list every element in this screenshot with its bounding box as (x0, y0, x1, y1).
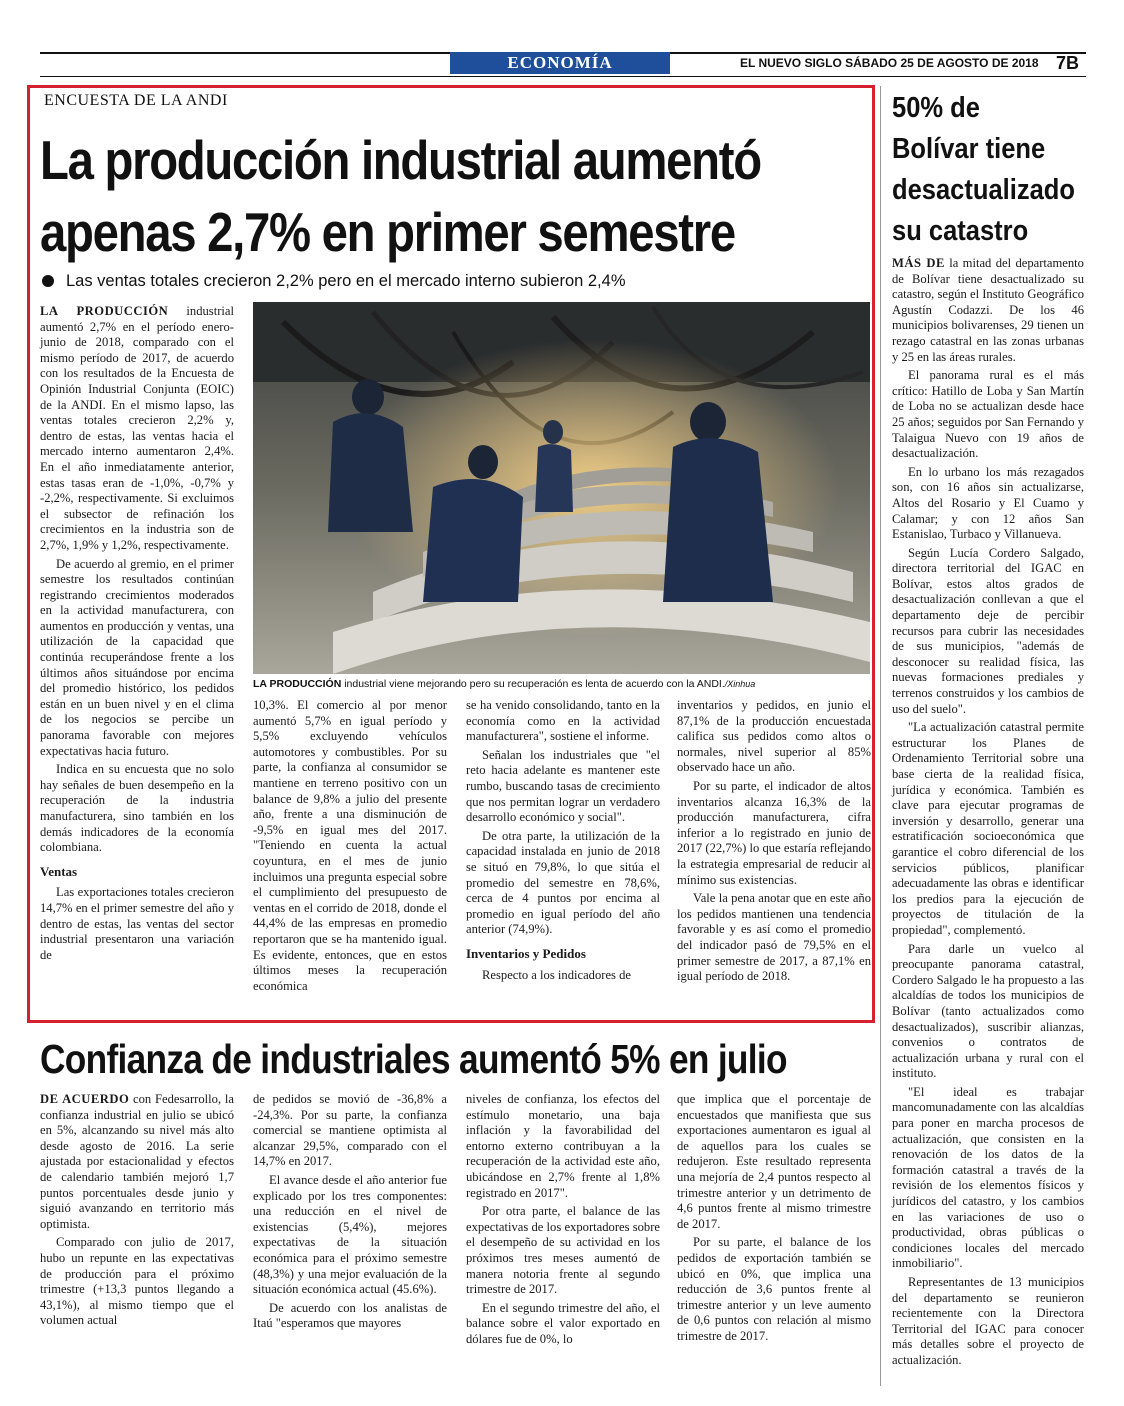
paragraph: de pedidos se movió de -36,8% a -24,3%. Por su parte, la confianza comercial se mantiene optimista al alcanzar 29,5%, comparado con el 14,7% en 2017. (253, 1092, 447, 1169)
paragraph: Las exportaciones totales crecieron 14,7% en el primer semestre del año y dentro de estas, las ventas del sector industrial presentaron una variación de (40, 885, 234, 962)
paragraph: 10,3%. El comercio al por menor aumentó 5,7% en igual período y 5,5% excluyendo vehículos automotores y combustibles. Por su parte, la confianza al consumidor se mantiene en terreno positivo con un balance de 9,8% a julio del presente año, frente a una disminución de -9,5% en igual mes del 2017. "Teniendo en cuenta la actual coyuntura, en el mes de junio incluimos una pregunta especial sobre el cumplimiento del presupuesto de ventas en el corrido de 2018, donde el 44,4% de las empresas en promedio reportaron que se ha mantenido igual. Es evidente, entonces, que en estos últimos meses la recuperación económica (253, 698, 447, 993)
lead-in: DE ACUERDO (40, 1092, 130, 1106)
paragraph: Por su parte, el indicador de altos inventarios alcanza 16,3% de la producción manufacturera, cifra inferior a lo registrado en junio de 2017 (22,7%) lo que estaría reflejando la estrategia empresarial de reducir al mínimo sus existencias. (677, 778, 871, 887)
paragraph-text: con Fedesarrollo, la confianza industrial en julio se ubicó en 5%, alcanzando su nivel más alto desde agosto de 2016. La serie ajustada por estacionalidad y efectos de calendario también mejoró 1,7 puntos porcentuales desde junio y siguió avanzando en territorio más optimista. (40, 1092, 234, 1231)
paragraph: Por otra parte, el balance de las expectativas de los exportadores sobre el desempeño de su actividad en los próximos tres meses aumentó de manera notoria frente al segundo trimestre de 2017. (466, 1204, 660, 1297)
second-column-4 (677, 1092, 871, 1348)
page-number: 7B (1056, 53, 1080, 73)
article-column-2 (253, 698, 447, 997)
second-column-3 (466, 1092, 660, 1351)
second-column-2 (253, 1092, 447, 1335)
paragraph: En el segundo trimestre del año, el balance sobre el valor exportado en dólares fue de 0%, lo (466, 1300, 660, 1346)
headline-line-2: apenas 2,7% en primer semestre (40, 201, 735, 263)
sidebar-headline: 50% de Bolívar tiene desactualizado su catastro (892, 92, 1075, 247)
paragraph: En lo urbano los más rezagados son, con 16 años sin actualizarse, Altos del Rosario y El Cuamo y Calamar; y con 12 años San Estanislao, Turbaco y Villanueva. (892, 464, 1084, 542)
paragraph: De acuerdo al gremio, en el primer semestre los resultados continúan registrando crecimientos moderados en la actividad manufacturera, con aumentos en producción y ventas, una utilización de la capacidad que continúa recuperándose frente a los últimos años situándose por encima del promedio histórico, los pedidos están en un buen nivel y en el clima de los negocios se percibe un panorama favorable con mejores expectativas hacia futuro. (40, 556, 234, 758)
headline-line-1: La producción industrial aumentó (40, 129, 761, 191)
paragraph-text: industrial aumentó 2,7% en el período enero-junio de 2018, comparado con el mismo período de 2017, de acuerdo con los resultados de la Encuesta de Opinión Industrial Conjunta (EOIC) de la ANDI. En el mismo lapso, las ventas totales crecieron 2,2% y, dentro de estas, las ventas hacia el mercado interno aumentaron 2,4%. En el año inmediatamente anterior, estas tasas eran de -1,0%, -0,7% y -2,2%, respectivamente. Si excluimos el subsector de refinación los crecimientos en la industria son de 2,7%, 1,9% y 1,2%, respectivamente. (40, 304, 234, 552)
paragraph: "El ideal es trabajar mancomunadamente con las alcaldías para poner en marcha procesos de actualización, que consisten en la renovación de los datos de la formación catastral a través de la revisión de los elementos físicos y jurídicos del catastro, y los cambios en las variaciones de uso o productividad, obras públicas o condiciones locales del mercado inmobiliario". (892, 1084, 1084, 1271)
paragraph (40, 1092, 234, 1232)
lead-in: LA PRODUCCIÓN (40, 304, 169, 318)
paragraph (892, 256, 1084, 365)
section-label: ECONOMÍA (450, 52, 670, 74)
sidebar-article (892, 256, 1084, 1372)
paragraph: Por su parte, el balance de los pedidos de exportación también se ubicó en 0%, que implica una reducción de 3,6 puntos frente al trimestre anterior y un leve aumento de 0,6 puntos con relación al mismo trimestre de 2017. (677, 1235, 871, 1343)
paragraph: que implica que el porcentaje de encuestados que manifiesta que sus exportaciones aumentaron es igual al de aquellos para los cuales se redujeron. Este resultado representa una mejoría de 2,4 puntos respecto al trimestre anterior y un detrimento de 4,6 puntos frente al mismo trimestre de 2017. (677, 1092, 871, 1231)
paragraph: El panorama rural es el más crítico: Hatillo de Loba y San Martín de Loba no se actualizan desde hace 25 años; seguidos por San Fernando y Talaigua Nuevo con 19 años de desactualización. (892, 368, 1084, 461)
paragraph: Comparado con julio de 2017, hubo un repunte en las expectativas de producción para el próximo trimestre (+13,3 puntos llegando a 43,1%), al mismo tiempo que el volumen actual (40, 1235, 234, 1328)
paragraph: Para darle un vuelco al preocupante panorama catastral, Cordero Salgado le ha propuesto a las alcaldías de todos los municipios de Bolívar (tanto actualizados como desactualizados), suscribir alianzas, convenios o contratos de actualización urbana y rural con el instituto. (892, 941, 1084, 1081)
article-column-1 (40, 304, 234, 966)
paragraph: Indica en su encuesta que no solo hay señales de buen desempeño en la recuperación de la industria manufacturera, sino también en los demás indicadores de la economía colombiana. (40, 762, 234, 855)
paragraph: Representantes de 13 municipios del departamento se reunieron recientemente con la Directora Territorial del IGAC para conocer más detalles sobre el proyecto de actualización. (892, 1275, 1084, 1367)
headline (40, 124, 761, 268)
masthead: EL NUEVO SIGLO SÁBADO 25 DE AGOSTO DE 2018 (740, 56, 1039, 70)
paragraph: "La actualización catastral permite estructurar los Planes de Ordenamiento Territorial sobre una base cierta de la realidad física, jurídica y económica. También es clave para ejecutar programas de inversión y desarrollo, generar una estratificación socioeconómica que garantice el cobro diferencial de los servicios públicos, planificar adecuadamente las obras e identificar los predios para la ejecución de proyectos de titulación de la propiedad", complementó. (892, 720, 1084, 937)
paragraph (40, 304, 234, 554)
paragraph: Según Lucía Cordero Salgado, directora territorial del IGAC en Bolívar, estos altos grados de desactualización conllevan a que el departamento deje de percibir recursos para cubrir las necesidades de sus municipios, "además de desconocer su realidad física, las nuevas formaciones prediales y terrenos construidos y los cambios de uso del suelo". (892, 545, 1084, 716)
photo-credit: /Xinhua (724, 679, 756, 689)
article-column-4 (677, 698, 871, 988)
column-divider (880, 86, 881, 1386)
section-subhead: Inventarios y Pedidos (466, 945, 586, 961)
paragraph: De otra parte, la utilización de la capacidad instalada en junio de 2018 se situó en 79,8%, lo que sitúa el promedio del semestre en 78,6%, cerca de 4 puntos por encima al promedio en igual período del año anterior (74,9%). (466, 828, 660, 937)
article-column-3 (466, 698, 660, 986)
paragraph: niveles de confianza, los efectos del estímulo monetario, una baja inflación y la favorabilidad del entorno externo contribuyan a la recuperación de la actividad este año, ubicándose en 2,7% frente al 1,8% registrado en 2017". (466, 1092, 660, 1200)
paragraph: El avance desde el año anterior fue explicado por los tres componentes: una reducción en el nivel de existencias (5,4%), mejores expectativas de la situación económica para el próximo semestre (48,3%) y una mejor evaluación de la situación económica actual (45.6%). (253, 1172, 447, 1297)
paragraph: Respecto a los indicadores de (482, 967, 631, 982)
subheadline-text: Las ventas totales crecieron 2,2% pero en el mercado interno subieron 2,4% (66, 272, 626, 290)
paragraph: inventarios y pedidos, en junio el 87,1% de la producción encuestada califica sus pedidos como altos o normales, nivel superior al 85% observado hace un año. (677, 698, 871, 775)
paragraph: Vale la pena anotar que en este año los pedidos mantienen una tendencia favorable y es así como el promedio del indicador pasó de 79,5% en el primer semestre de 2017, a 87,1% en igual período de 2018. (677, 891, 871, 984)
second-headline: Confianza de industriales aumentó 5% en julio (40, 1036, 787, 1082)
bullet-icon (42, 275, 54, 287)
caption-lead: LA PRODUCCIÓN (253, 678, 342, 690)
lead-in: MÁS DE (892, 256, 945, 270)
factory-photo (253, 302, 870, 674)
caption-text: industrial viene mejorando pero su recuperación es lenta de acuerdo con la ANDI. (341, 678, 725, 690)
subheadline (40, 272, 626, 291)
paragraph: se ha venido consolidando, tanto en la economía como en la actividad manufacturera", sostiene el informe. (466, 698, 660, 744)
photo-caption (253, 678, 870, 690)
paragraph: De acuerdo con los analistas de Itaú "esperamos que mayores (253, 1300, 447, 1331)
kicker: ENCUESTA DE LA ANDI (44, 92, 228, 109)
paragraph: Señalan los industriales que "el reto hacia adelante es mantener este rumbo, buscando tasas de crecimiento que nos permitan lograr un verdadero desarrollo económico y social". (466, 747, 660, 825)
factory-photo-illustration (253, 302, 870, 674)
paragraph-text: la mitad del departamento de Bolívar tiene desactualizado su catastro, según el Instituto Geográfico Agustín Codazzi. De los 46 municipios bolivarenses, 29 tienen un rezago catastral en las zonas urbanas y 25 en las áreas rurales. (892, 256, 1084, 364)
second-column-1 (40, 1092, 234, 1332)
section-subhead: Ventas (40, 863, 78, 879)
